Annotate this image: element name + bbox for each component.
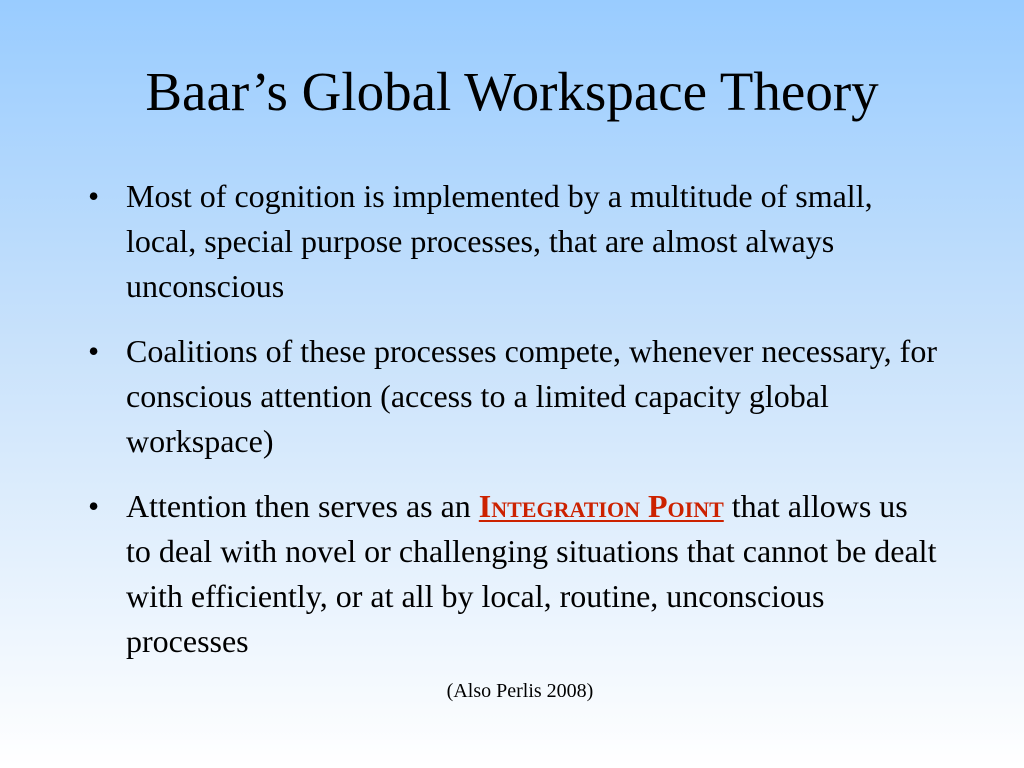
bullet-marker: • xyxy=(88,178,100,214)
bullet-text-before: Attention then serves as an xyxy=(126,488,479,524)
bullet-item xyxy=(88,174,938,309)
integration-point-emphasis: Integration Point xyxy=(478,488,724,524)
bullet-item xyxy=(88,329,938,464)
bullet-marker: • xyxy=(88,488,100,524)
bullet-text-after: that allows us to deal with novel or challenging situations that cannot be dealt with efficiently, or at all by local, routine, unconscious processes xyxy=(126,488,937,659)
bullet-text: Coalitions of these processes compete, whenever necessary, for conscious attention (access to a limited capacity global workspace) xyxy=(126,333,937,459)
bullet-list xyxy=(88,174,938,664)
slide-title: Baar’s Global Workspace Theory xyxy=(145,61,879,122)
bullet-marker: • xyxy=(88,333,100,369)
citation: (Also Perlis 2008) xyxy=(446,680,594,702)
bullet-text: Most of cognition is implemented by a multitude of small, local, special purpose processes, that are almost always unconscious xyxy=(126,178,873,304)
bullet-item xyxy=(88,484,938,664)
